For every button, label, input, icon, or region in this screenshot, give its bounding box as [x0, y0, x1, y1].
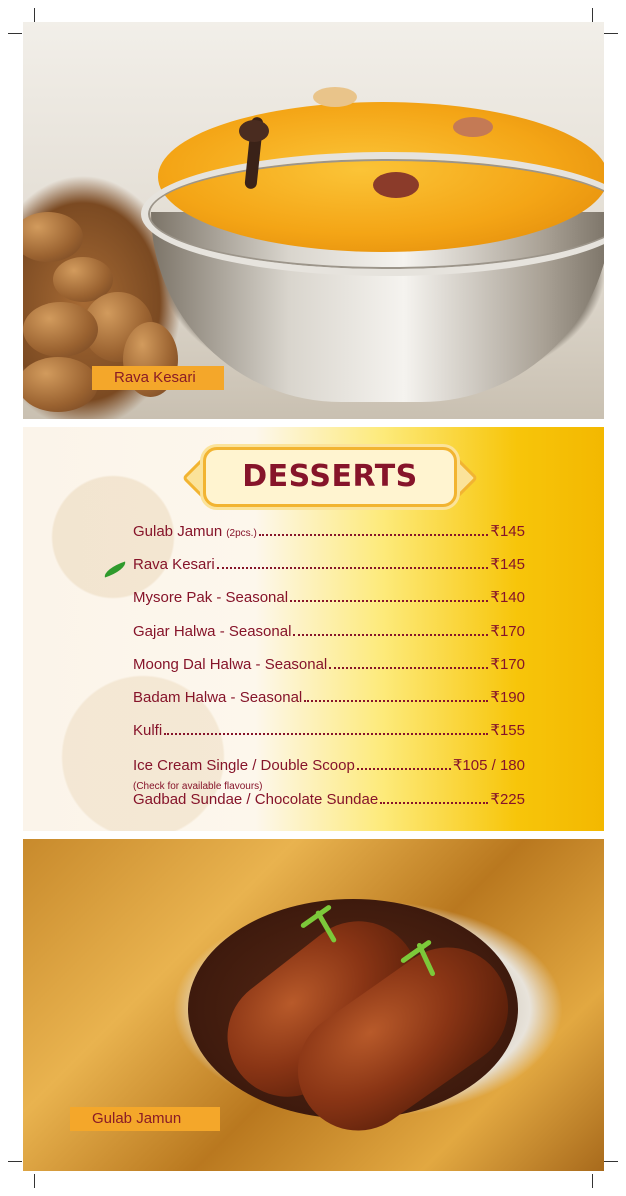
item-name: Badam Halwa - Seasonal [133, 689, 303, 706]
item-price: ₹105 / 180 [452, 757, 525, 774]
gulab-jamun-label: Gulab Jamun [70, 1107, 220, 1131]
dot-leader [293, 634, 488, 636]
item-name: Mysore Pak - Seasonal [133, 589, 289, 606]
item-name: Rava Kesari [133, 556, 215, 573]
item-name: Ice Cream Single / Double Scoop [133, 757, 355, 774]
dot-leader [290, 600, 488, 602]
section-title: DESSERTS [242, 459, 418, 494]
menu-item-kulfi [133, 721, 525, 739]
item-price: ₹170 [490, 623, 525, 640]
item-price: ₹170 [490, 656, 525, 673]
menu-item-mysore-pak [133, 588, 525, 606]
crop-mark [34, 1174, 35, 1188]
almond [23, 212, 83, 262]
item-name: Moong Dal Halwa - Seasonal [133, 656, 328, 673]
dot-leader [329, 667, 488, 669]
dot-leader [164, 733, 488, 735]
section-title-badge [203, 447, 457, 507]
almond [23, 357, 98, 412]
item-price: ₹155 [490, 722, 525, 739]
crop-mark [604, 33, 618, 34]
menu-item-ice-cream [133, 756, 525, 774]
crop-mark [8, 1161, 22, 1162]
crop-mark [592, 8, 593, 22]
crop-mark [34, 8, 35, 22]
raisin [373, 172, 419, 198]
leaf-icon [102, 562, 128, 578]
item-price: ₹145 [490, 556, 525, 573]
item-price: ₹190 [490, 689, 525, 706]
dot-leader [259, 534, 489, 536]
dot-leader [304, 700, 488, 702]
item-name: Gulab Jamun [133, 523, 223, 540]
menu-item-badam-halwa [133, 688, 525, 706]
crop-mark [592, 1174, 593, 1188]
menu-item-sundae [133, 790, 525, 808]
item-note: (2pcs.) [226, 528, 257, 539]
rava-kesari-label: Rava Kesari [92, 366, 224, 390]
menu-item-gulab-jamun [133, 522, 525, 540]
menu-item-rava-kesari [133, 555, 525, 573]
desserts-menu [23, 427, 604, 831]
gulab-jamun-photo [23, 839, 604, 1171]
item-price: ₹225 [490, 791, 525, 808]
item-name: Gadbad Sundae / Chocolate Sundae [133, 791, 379, 808]
clove [239, 120, 269, 142]
item-name: Gajar Halwa - Seasonal [133, 623, 292, 640]
menu-item-moong-dal-halwa [133, 655, 525, 673]
dot-leader [380, 802, 488, 804]
dot-leader [217, 567, 489, 569]
almond [23, 302, 98, 357]
cashew [313, 87, 357, 107]
item-name: Kulfi [133, 722, 163, 739]
dot-leader [357, 768, 451, 770]
item-price: ₹140 [490, 589, 525, 606]
cashew [453, 117, 493, 137]
rava-kesari-photo [23, 22, 604, 419]
crop-mark [8, 33, 22, 34]
menu-item-gajar-halwa [133, 622, 525, 640]
flavour-note: (Check for available flavours) [133, 781, 263, 792]
crop-mark [604, 1161, 618, 1162]
item-price: ₹145 [490, 523, 525, 540]
